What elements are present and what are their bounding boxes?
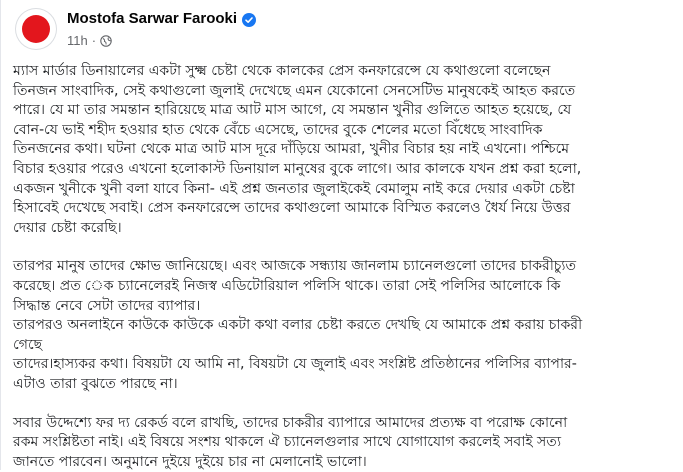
- text-line: বোন-যে ভাই শহীদ হওয়ার হাত থেকে বেঁচে এসেছে, তাদের বুকে শেলের মতো বিঁধেছে সাংবাদিক: [13, 121, 677, 141]
- text-line: তিনজনের কথা। ঘটনা থেকে মাত্র আট মাস দূরে দাঁড়িয়ে আমরা, খুনীর বিচার হয় নাই এখনো। পশ্চিমে: [13, 140, 677, 160]
- text-line: হিসাবেই দেখেছে সবাই। প্রেস কনফারেন্সে তাদের কথাগুলো আমাকে বিস্মিত করলেও ধৈর্য নিয়ে উত্তর: [13, 199, 677, 219]
- text-line: সবার উদ্দেশ্যে ফর দ্য রেকর্ড বলে রাখছি, তাদের চাকরীর ব্যাপারে আমাদের প্রত্যক্ষ বা পরোক্ষ কোনো: [13, 414, 677, 434]
- text-line: সিদ্ধান্ত নেবে সেটা তাদের ব্যাপার।: [13, 297, 677, 317]
- post-body: [13, 62, 677, 472]
- text-line: দেয়ার চেষ্টা করেছি।: [13, 219, 677, 239]
- text-line: গেছে: [13, 336, 677, 356]
- author-name[interactable]: Mostofa Sarwar Farooki: [67, 10, 237, 27]
- text-line: একজন খুনীকে খুনী বলা যাবে কিনা- এই প্রশ্ন জনতার জুলাইকেই বেমালুম নাই করে দেয়ার একটা চেষ্টা: [13, 180, 677, 200]
- post-time[interactable]: 11h: [67, 33, 88, 48]
- paragraph-1: [13, 62, 677, 238]
- globe-icon[interactable]: [100, 35, 112, 47]
- post-header: [15, 8, 655, 56]
- text-line: তিনজন সাংবাদিক, সেই কথাগুলো জুলাই দেখেছে এমন যেকোনো সেনসেটিভ মানুষকেই আহত করতে: [13, 82, 677, 102]
- text-line: জানতে পারবেন। অনুমানে দুইয়ে দুইয়ে চার না মেলানোই ভালো।: [13, 453, 677, 472]
- post-meta: [67, 33, 112, 48]
- text-line: করেছে। প্রত েক চ্যানেলেরই নিজস্ব এডিটোরিয়াল পলিসি থাকে। তারা সেই পলিসির আলোকে কি: [13, 277, 677, 297]
- author-row: [67, 10, 256, 27]
- paragraph-2: [13, 257, 677, 316]
- avatar-red-circle: [22, 15, 50, 43]
- text-line: তারপরও অনলাইনে কাউকে কাউকে একটা কথা বলার চেষ্টা করতে দেখছি যে আমাকে প্রশ্ন করায় চাকরী: [13, 316, 677, 336]
- avatar[interactable]: [15, 8, 57, 50]
- text-line: ম্যাস মার্ডার ডিনায়ালের একটা সুক্ষ্ম চেষ্টা থেকে কালকের প্রেস কনফারেন্সে যে কথাগুলো বলেছেন: [13, 62, 677, 82]
- verified-badge-icon: [242, 12, 256, 26]
- meta-separator: ·: [92, 33, 96, 48]
- text-line: রকম সংশ্লিষ্টতা নাই। এই বিষয়ে সংশয় থাকলে ঐ চ্যানেলগুলার সাথে যোগাযোগ করলেই সবাই সত্য: [13, 433, 677, 453]
- text-line: তাদের।হাস্যকর কথা। বিষয়টা যে আমি না, বিষয়টা যে জুলাই এবং সংশ্লিষ্ট প্রতিষ্ঠানের পলিসির ব্যাপার-: [13, 355, 677, 375]
- paragraph-3: [13, 316, 677, 394]
- paragraph-4: [13, 414, 677, 472]
- text-line: বিচার হওয়ার পরেও এখনো হলোকাস্ট ডিনায়াল মানুষের বুকে লাগে। আর কালকে যখন প্রশ্ন করা হলো,: [13, 160, 677, 180]
- text-line: তারপর মানুষ তাদের ক্ষোভ জানিয়েছে। এবং আজকে সন্ধ্যায় জানলাম চ্যানেলগুলো তাদের চাকরীচ্যুত: [13, 257, 677, 277]
- text-line: এটাও তারা বুঝতে পারছে না।: [13, 375, 677, 395]
- text-line: পারে। যে মা তার সমন্তান হারিয়েছে মাত্র আট মাস আগে, যে সমন্তান খুনীর গুলিতে আহত হয়েছে, যে: [13, 101, 677, 121]
